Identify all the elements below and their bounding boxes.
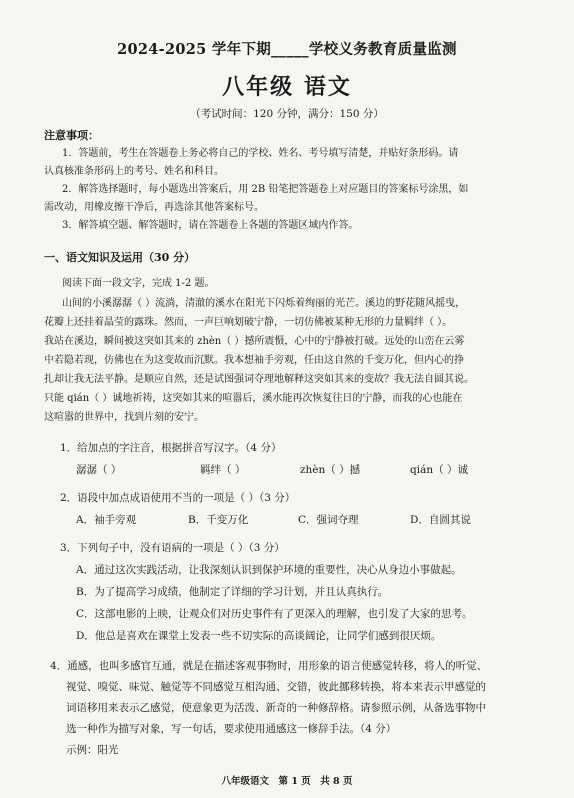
notice-item: 3．解答填空题、解答题时，请在答题卷上各题的答题区域内作答。 (62, 220, 359, 231)
passage-line: 山间的小溪潺潺（ ）流淌，清澈的溪水在阳光下闪烁着绚丽的光芒。溪边的野花随风摇曳， (62, 298, 466, 309)
notice-item: 需改动，用橡皮擦干净后，再选涂其他答案标号。 (44, 202, 264, 213)
question-1-part: zhèn（ ）撼 (300, 464, 361, 476)
question-2-option: B．千变万化 (188, 514, 249, 526)
passage-line: 这喧嚣的世界中，找到片刻的安宁。 (44, 412, 204, 423)
notice-title: 注意事项： (44, 129, 99, 142)
question-3-option: D．他总是喜欢在课堂上发表一些不切实际的高谈阔论，让同学们感到很厌烦。 (76, 630, 442, 642)
passage-line: 我站在溪边，瞬间被这突如其来的 zhèn（ ）撼所震慑，心中的宁静被打破。远处的山峦在云雾 (44, 336, 465, 347)
notice-item: 2．解答选择题时，每小题选出答案后，用 2B 铅笔把答题卷上对应题目的答案标号涂黑，如 (62, 184, 469, 195)
question-1-stem: 1．给加点的字注音，根据拼音写汉字。（4 分） (60, 442, 282, 454)
notice-item: 认真核准条形码上的考号、姓名和科目。 (44, 166, 224, 177)
question-4-line: 选一种作为描写对象，写一句话，要求使用通感这一修辞手法。（4 分） (66, 723, 397, 735)
question-3-stem: 3．下列句子中，没有语病的一项是（ ）（3 分） (60, 542, 285, 554)
question-4-line: 视觉、嗅觉、味觉、触觉等不同感觉互相沟通、交错，彼此挪移转换，将本来表示甲感觉的 (66, 681, 486, 693)
passage-line: 扎却让我无法平静。是顺应自然，还是试图强词夺理地解释这突如其来的变故？我无法自圆其说。 (44, 374, 474, 385)
page-footer: 八年级语文 第 1 页 共 8 页 (221, 776, 353, 787)
section-title: 一、语文知识及运用（30 分） (44, 251, 196, 264)
question-3-option: A．通过这次实践活动，让我深刻认识到保护环境的重要性，决心从身边小事做起。 (76, 564, 462, 576)
question-2-option: C．强词夺理 (298, 514, 359, 526)
passage-line: 花瓣上还挂着晶莹的露珠。然而，一声巨响划破宁静，一切仿佛被某种无形的力量羁绊（ ）。 (44, 317, 453, 328)
exam-info: （考试时间：120 分钟，满分：150 分） (190, 108, 384, 120)
passage-line: 只能 qián（ ）诚地祈祷，这突如其来的喧嚣后，溪水能再次恢复往日的宁静，而我的心也能在 (44, 393, 463, 404)
question-1-part: qián（ ）诚 (410, 464, 468, 476)
question-1-part: 羁绊（ ） (200, 464, 246, 476)
exam-header-line: 2024-2025 学年下期_____学校义务教育质量监测 (117, 41, 457, 58)
question-2-option: D．自圆其说 (410, 514, 471, 526)
passage-line: 中若隐若现，仿佛也在为这变故而沉默。我本想袖手旁观，任由这自然的千变万化，但内心的挣 (44, 355, 464, 366)
question-2-stem: 2．语段中加点成语使用不当的一项是（ ）（3 分） (60, 492, 296, 504)
passage-intro: 阅读下面一段文字，完成 1-2 题。 (62, 278, 215, 289)
notice-item: 1．答题前，考生在答题卷上务必将自己的学校、姓名、考号填写清楚，并贴好条形码。请 (62, 148, 459, 159)
question-4-line: 词语移用来表示乙感觉，使意象更为活泼、新奇的一种修辞格。请参照示例，从备选事物中 (66, 702, 486, 714)
page-title: 八年级 语文 (222, 74, 352, 100)
question-4-line: 4．通感，也叫多感官互通，就是在描述客观事物时，用形象的语言使感觉转移，将人的听觉、 (50, 660, 488, 672)
question-3-option: B．为了提高学习成绩，他制定了详细的学习计划，并且认真执行。 (76, 586, 389, 598)
question-3-option: C．这部电影的上映，让观众们对历史事件有了更深入的理解，也引发了大家的思考。 (76, 608, 473, 620)
question-2-option: A．袖手旁观 (76, 514, 137, 526)
question-1-part: 潺潺（ ） (76, 464, 122, 476)
question-4-example: 示例：阳光 (66, 744, 119, 756)
